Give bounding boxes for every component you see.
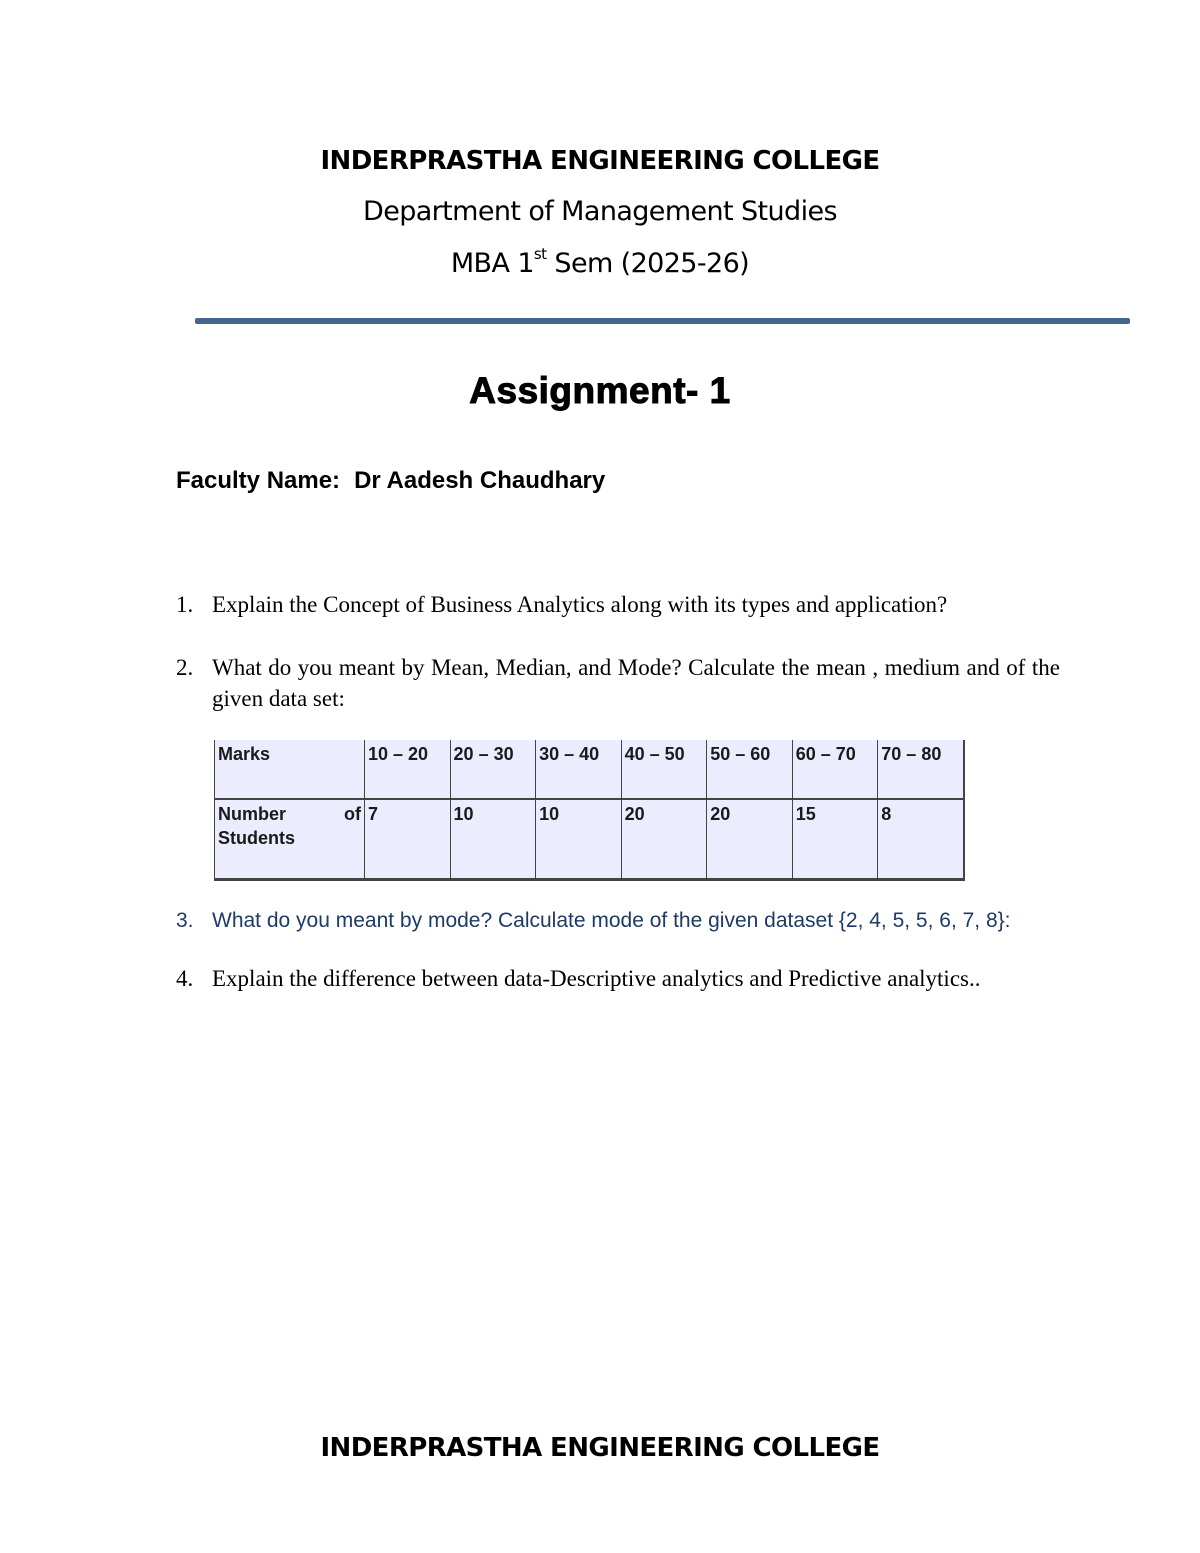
college-name-header: INDERPRASTHA ENGINEERING COLLEGE	[320, 146, 880, 176]
semester-prefix: MBA 1	[450, 248, 534, 279]
assignment-title: Assignment- 1	[469, 370, 731, 411]
table-header-marks: Marks	[215, 740, 365, 799]
table-cell-count: 15	[792, 799, 878, 880]
faculty-label: Faculty Name:	[176, 467, 341, 494]
table-cell-count: 20	[707, 799, 793, 880]
table-cell-count: 8	[878, 799, 964, 880]
table-header-students	[215, 799, 365, 880]
header-word-number: Number	[218, 804, 287, 824]
question-text: What do you meant by mode? Calculate mode of the given dataset {2, 4, 5, 5, 6, 7, 8}:	[212, 909, 1011, 932]
header-word-students: Students	[218, 828, 296, 848]
header-word-of: of	[344, 804, 361, 824]
table-row-students	[215, 799, 965, 880]
question-3	[176, 907, 1060, 934]
college-name-footer: INDERPRASTHA ENGINEERING COLLEGE	[320, 1433, 880, 1463]
table-row-marks	[215, 740, 965, 799]
marks-frequency-table	[214, 740, 965, 881]
table-cell-range: 70 – 80	[878, 740, 964, 799]
table-cell-range: 50 – 60	[707, 740, 793, 799]
table-cell-count: 10	[536, 799, 622, 880]
department-name: Department of Management Studies	[363, 196, 837, 227]
table-cell-range: 10 – 20	[365, 740, 451, 799]
table-cell-count: 10	[450, 799, 536, 880]
header-divider	[195, 318, 1130, 324]
semester-line	[0, 245, 1200, 279]
semester-suffix: Sem (2025-26)	[546, 248, 750, 279]
table-cell-range: 30 – 40	[536, 740, 622, 799]
table-cell-range: 20 – 30	[450, 740, 536, 799]
semester-superscript: st	[533, 245, 547, 263]
table-cell-count: 7	[365, 799, 451, 880]
question-2	[176, 652, 1060, 714]
question-text: What do you meant by Mean, Median, and Mode? Calculate the mean , medium and of the given data set:	[212, 655, 1060, 711]
question-text: Explain the difference between data-Descriptive analytics and Predictive analytics..	[212, 966, 981, 991]
question-1	[176, 589, 1060, 620]
question-number: 4.	[176, 966, 194, 991]
question-4	[176, 963, 1060, 994]
faculty-name: Dr Aadesh Chaudhary	[354, 467, 606, 494]
table-cell-count: 20	[621, 799, 707, 880]
question-text: Explain the Concept of Business Analytics along with its types and application?	[212, 592, 948, 617]
faculty-line	[176, 467, 605, 495]
table-cell-range: 60 – 70	[792, 740, 878, 799]
question-number: 3.	[176, 909, 194, 932]
question-number: 2.	[176, 655, 194, 680]
question-number: 1.	[176, 592, 194, 617]
table-cell-range: 40 – 50	[621, 740, 707, 799]
header-line	[218, 802, 361, 826]
